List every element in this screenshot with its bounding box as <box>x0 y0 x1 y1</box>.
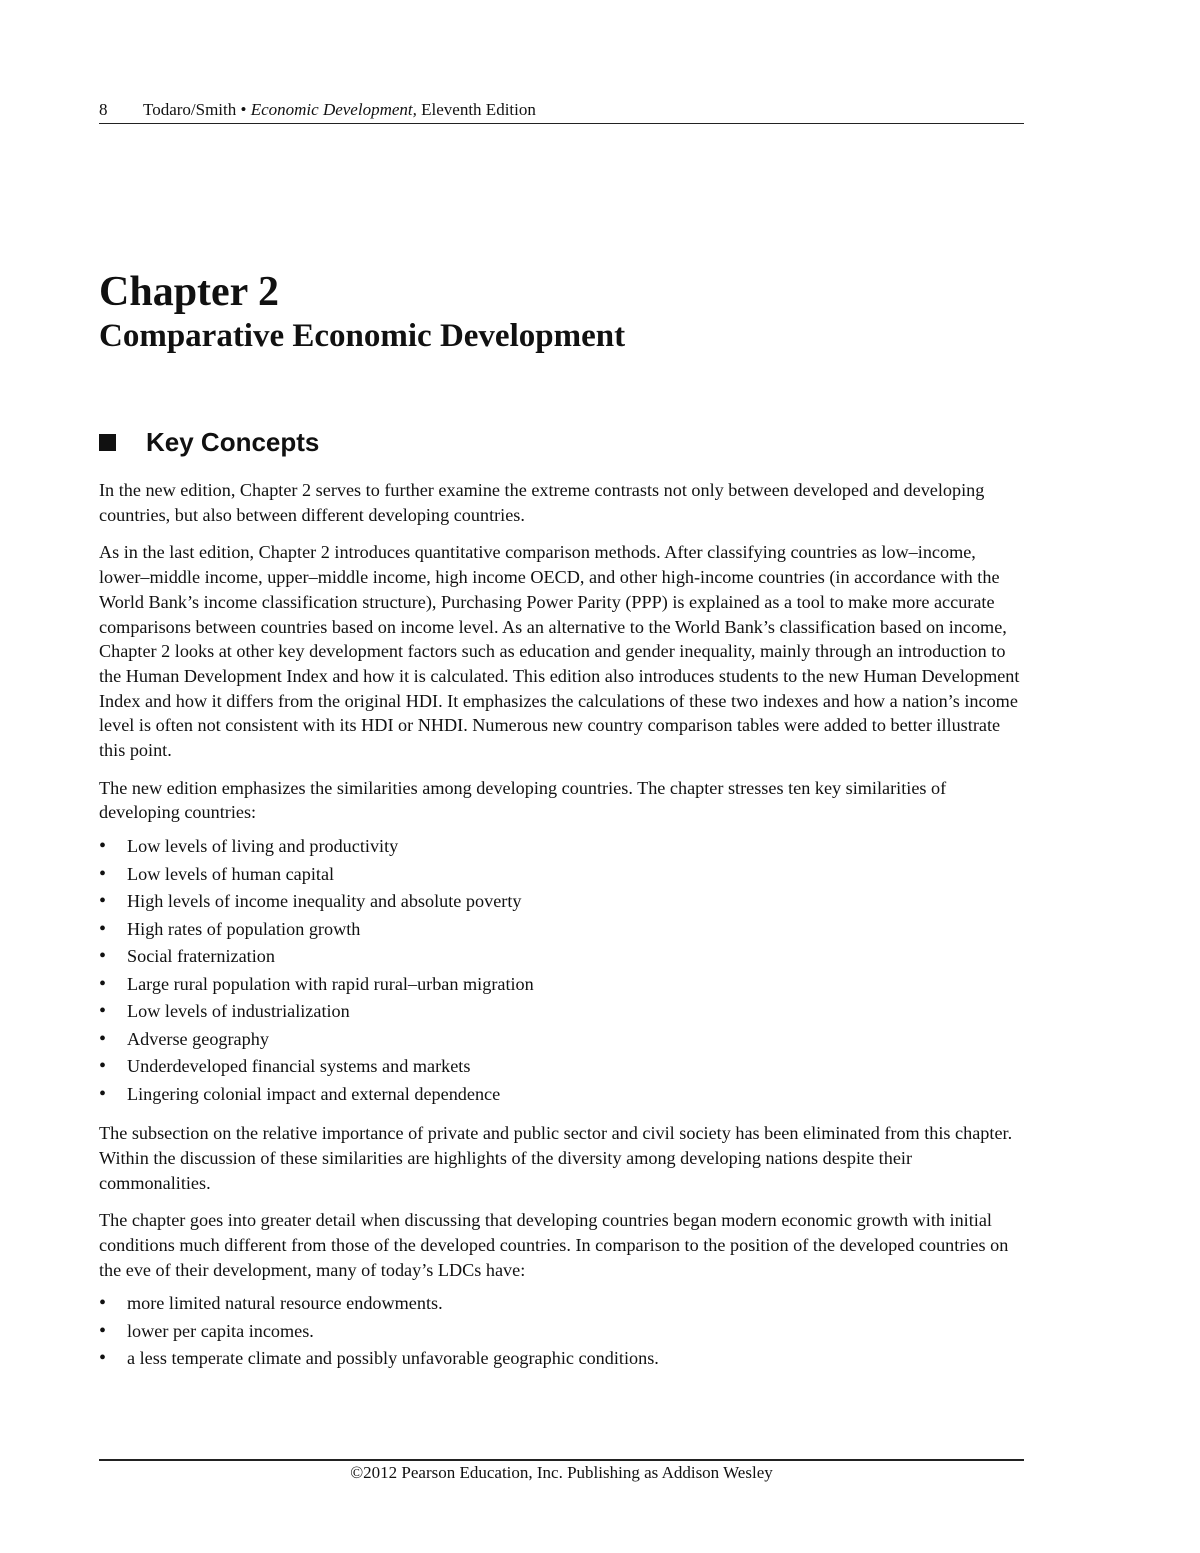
list-item-text: Social fraternization <box>127 946 275 967</box>
bullet-icon: • <box>99 1055 107 1078</box>
list-item <box>99 833 1024 861</box>
bullet-icon: • <box>99 1292 107 1315</box>
bullet-icon: • <box>99 917 107 940</box>
list-item-text: lower per capita incomes. <box>127 1320 314 1341</box>
chapter-title: Comparative Economic Development <box>99 318 626 354</box>
bullet-icon: • <box>99 1082 107 1105</box>
paragraph: In the new edition, Chapter 2 serves to further examine the extreme contrasts not only between developed and developing countries, but also between different developing countries. <box>99 480 985 525</box>
list-item-text: High levels of income inequality and absolute poverty <box>127 891 522 912</box>
list-item-text: Low levels of industrialization <box>127 1001 350 1022</box>
bullet-icon: • <box>99 890 107 913</box>
bullet-icon: • <box>99 1347 107 1370</box>
section-heading-text: Key Concepts <box>146 427 320 457</box>
list-item-text: Lingering colonial impact and external dependence <box>127 1083 501 1104</box>
list-item <box>99 1290 1024 1318</box>
list-item-text: Low levels of living and productivity <box>127 836 399 857</box>
list-item-text: Low levels of human capital <box>127 863 335 884</box>
square-bullet-icon <box>99 434 116 451</box>
bullet-icon: • <box>99 1000 107 1023</box>
paragraph: As in the last edition, Chapter 2 introduces quantitative comparison methods. After classifying countries as low–income, lower–middle income, upper–middle income, high income OECD, and other high-income countries (in accordance with the World Bank’s income classification structure), Purchasing Power Parity (PPP) is explained as a tool to make more accurate comparisons between countries based on income level. As an alternative to the World Bank’s classification based on income, Chapter 2 looks at other key development factors such as education and gender inequality, mainly through an introduction to the Human Development Index and how it is calculated. This edition also introduces students to the new Human Development Index and how it differs from the original HDI. It emphasizes the calculations of these two indexes and how a nation’s income level is often not consistent with its HDI or NHDI. Numerous new country comparison tables were added to better illustrate this point. <box>99 542 1020 761</box>
list-item-text: High rates of population growth <box>127 918 361 939</box>
list-item <box>99 1053 1024 1081</box>
paragraph: The chapter goes into greater detail when discussing that developing countries began modern economic growth with initial conditions much different from those of the developed countries. In comparison to the position of the developed countries on the eve of their development, many of today’s LDCs have: <box>99 1210 1009 1280</box>
list-item <box>99 1318 1024 1346</box>
list-item <box>99 1081 1024 1109</box>
section-heading <box>99 425 319 459</box>
footer-copyright: ©2012 Pearson Education, Inc. Publishing as Addison Wesley <box>350 1463 773 1482</box>
list-item-text: a less temperate climate and possibly unfavorable geographic conditions. <box>127 1348 659 1369</box>
list-item-text: more limited natural resource endowments. <box>127 1293 443 1314</box>
running-head-separator: • <box>240 100 247 119</box>
list-item-text: Large rural population with rapid rural–urban migration <box>127 973 534 994</box>
bullet-icon: • <box>99 972 107 995</box>
running-head <box>99 99 1023 121</box>
footer-rule <box>99 1459 1024 1461</box>
list-item <box>99 971 1024 999</box>
ldc-conditions-list <box>99 1290 1024 1373</box>
list-item <box>99 1345 1024 1373</box>
list-item <box>99 1026 1024 1054</box>
bullet-icon: • <box>99 835 107 858</box>
bullet-icon: • <box>99 862 107 885</box>
running-head-edition: Eleventh Edition <box>421 100 536 119</box>
list-item <box>99 888 1024 916</box>
paragraph: The new edition emphasizes the similarities among developing countries. The chapter stresses ten key similarities of developing countries: <box>99 777 947 823</box>
list-item <box>99 861 1024 889</box>
body-text <box>99 478 1024 1386</box>
chapter-number: Chapter 2 <box>99 269 280 315</box>
list-item <box>99 943 1024 971</box>
running-head-authors: Todaro/Smith <box>143 100 237 119</box>
bullet-icon: • <box>99 1319 107 1342</box>
bullet-icon: • <box>99 945 107 968</box>
list-item-text: Underdeveloped financial systems and markets <box>127 1056 471 1077</box>
list-item <box>99 916 1024 944</box>
paragraph: The subsection on the relative importance of private and public sector and civil society has been eliminated from this chapter. Within the discussion of these similarities are highlights of the diversity among developing nations despite their commonalities. <box>99 1123 1013 1193</box>
running-head-book-title: Economic Development, <box>250 100 417 119</box>
page-number: 8 <box>99 100 108 119</box>
bullet-icon: • <box>99 1027 107 1050</box>
list-item <box>99 998 1024 1026</box>
list-item-text: Adverse geography <box>127 1028 269 1049</box>
header-rule <box>99 123 1024 124</box>
similarities-list <box>99 833 1024 1108</box>
